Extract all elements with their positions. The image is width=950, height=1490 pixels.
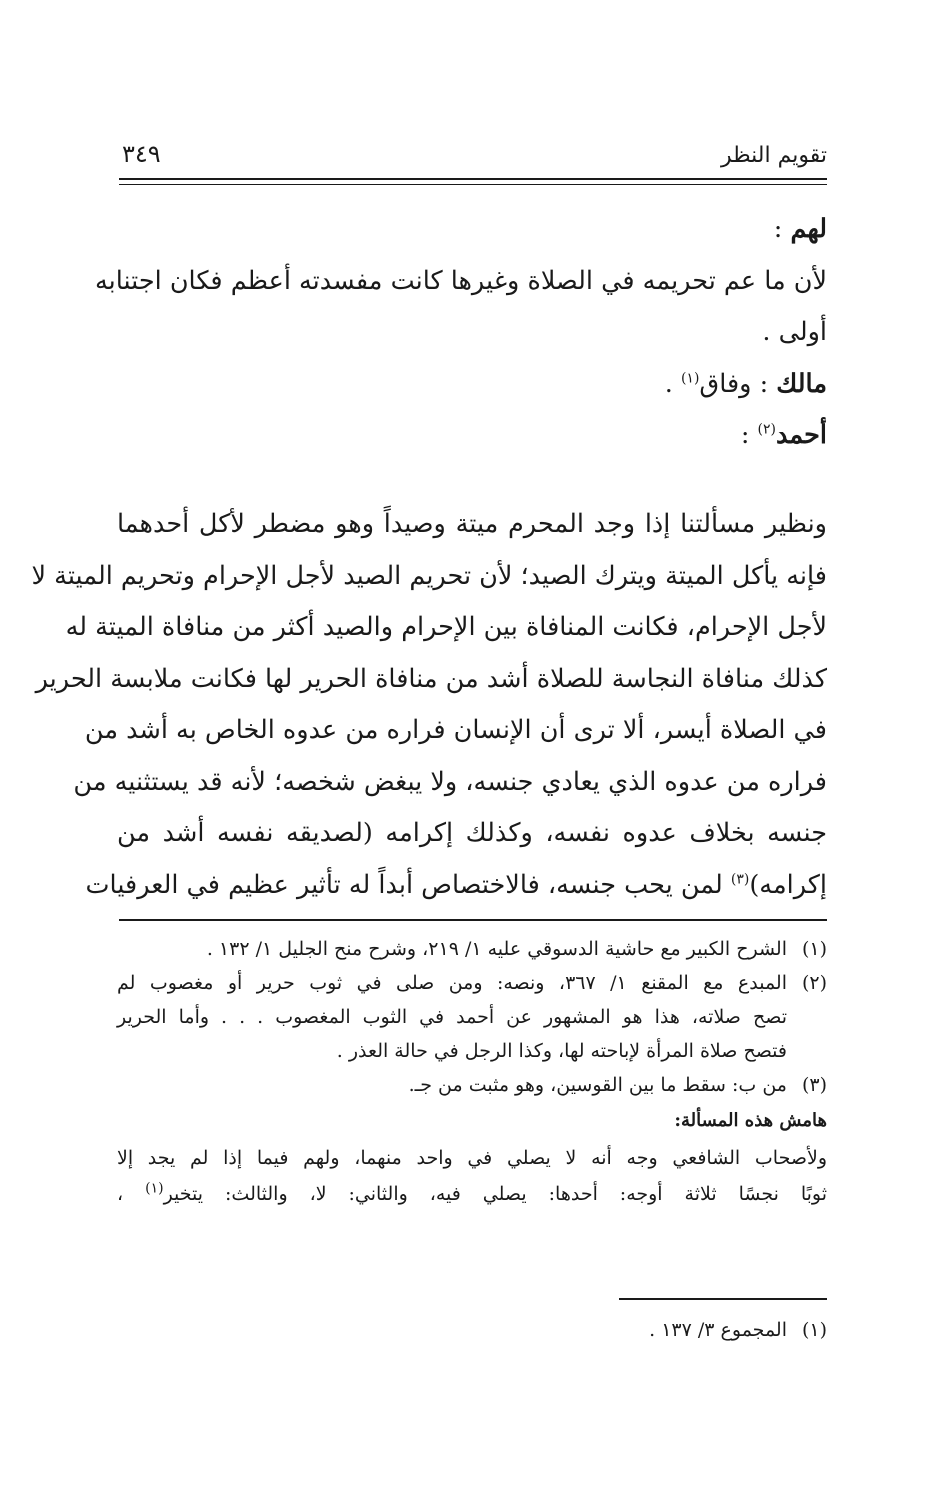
footnote-ref: (٢) <box>757 421 777 438</box>
footnote-2: (٢) المبدع مع المقنع ١/ ٣٦٧، ونصه: ومن صلى في ثوب حرير أو مغصوب لم تصح صلاته، هذا هو المشهور عن أحمد في الثوب المغصوب . . . وأما الحرير فتصح صلاة المرأة لإباحته لها، وكذا الرجل في حالة العذر . <box>117 966 827 1068</box>
text-line: فراره من عدوه الذي يعادي جنسه، ولا يبغض شخصه؛ لأنه قد يستثنيه من <box>73 766 827 797</box>
footnote-number: (١) <box>801 938 827 960</box>
header-rule-thin <box>119 184 827 185</box>
ahmad-label: أحمد <box>776 420 827 450</box>
footnotes-block <box>117 932 827 1212</box>
footnote-ref: (١) <box>145 1180 164 1197</box>
header-rule <box>119 178 827 180</box>
main-text-block-1 <box>94 204 827 462</box>
main-text-block-2 <box>31 499 827 911</box>
text-line: لأن ما عم تحريمه في الصلاة وغيرها كانت مفسدته أعظم فكان اجتنابه <box>94 265 827 296</box>
footnote-ref: (٣) <box>730 871 750 887</box>
text-line: جنسه بخلاف عدوه نفسه، وكذلك إكرامه (لصديقه نفسه أشد من <box>117 818 827 848</box>
text-line: فإنه يأكل الميتة ويترك الصيد؛ لأن تحريم الصيد لأجل الإحرام وتحريم الميتة لا <box>31 560 827 591</box>
text-line: أولى . <box>762 317 827 347</box>
page-number: ٣٤٩ <box>122 140 161 168</box>
footnote-ref: (١) <box>680 370 700 386</box>
margin-note-title: هامش هذه المسألة: <box>674 1110 827 1131</box>
malik-label: مالك <box>776 368 827 399</box>
footnote-number: (٣) <box>801 1074 827 1096</box>
running-header-title: تقويم النظر <box>720 143 827 168</box>
footnote-number: (٢) <box>801 972 827 994</box>
text-line: كذلك منافاة النجاسة للصلاة أشد من منافاة الحرير لها فكانت ملابسة الحرير <box>35 663 827 694</box>
footnote-1: (١) الشرح الكبير مع حاشية الدسوقي عليه ١/ ٢١٩، وشرح منح الجليل ١/ ١٣٢ . <box>117 932 827 966</box>
ahmad-line: أحمد$^{(٢)}$ : <box>740 420 827 450</box>
text-line: في الصلاة أيسر، ألا ترى أن الإنسان فراره من عدوه الخاص به أشد من <box>84 715 827 745</box>
footnote-1b: (١) المجموع ٣/ ١٣٧ . <box>117 1313 827 1347</box>
footnotes-block-2 <box>117 1313 827 1347</box>
margin-note-line: ثوبًا نجسًا ثلاثة أوجه: أحدها: يصلي فيه، والثاني: لا، والثالث: يتخير$^{(١)}$ ، <box>117 1180 828 1205</box>
text-line: إكرامه)$^{(٣)}$ لمن يحب جنسه، فالاختصاص أبداً له تأثير عظيم في العرفيات <box>85 869 827 900</box>
footnote-number: (١) <box>801 1319 827 1341</box>
lahum-label: لهم <box>790 214 827 244</box>
text-line: ونظير مسألتنا إذا وجد المحرم ميتة وصيداً وهو مضطر لأكل أحدهما <box>117 509 827 539</box>
lahum-heading: لهم : <box>773 214 827 244</box>
malik-line: مالك : وفاق$^{(١)}$ . <box>664 368 827 399</box>
margin-note-line: ولأصحاب الشافعي وجه أنه لا يصلي في واحد منهما، ولهم فيما إذا لم يجد إلا <box>117 1147 827 1169</box>
footnote-separator <box>119 919 827 921</box>
footnote-3: (٣) من ب: سقط ما بين القوسين، وهو مثبت من جـ. <box>117 1068 827 1102</box>
footnote-separator-2 <box>619 1298 827 1300</box>
text-line: لأجل الإحرام، فكانت المنافاة بين الإحرام والصيد أكثر من منافاة الميتة له <box>65 612 827 642</box>
